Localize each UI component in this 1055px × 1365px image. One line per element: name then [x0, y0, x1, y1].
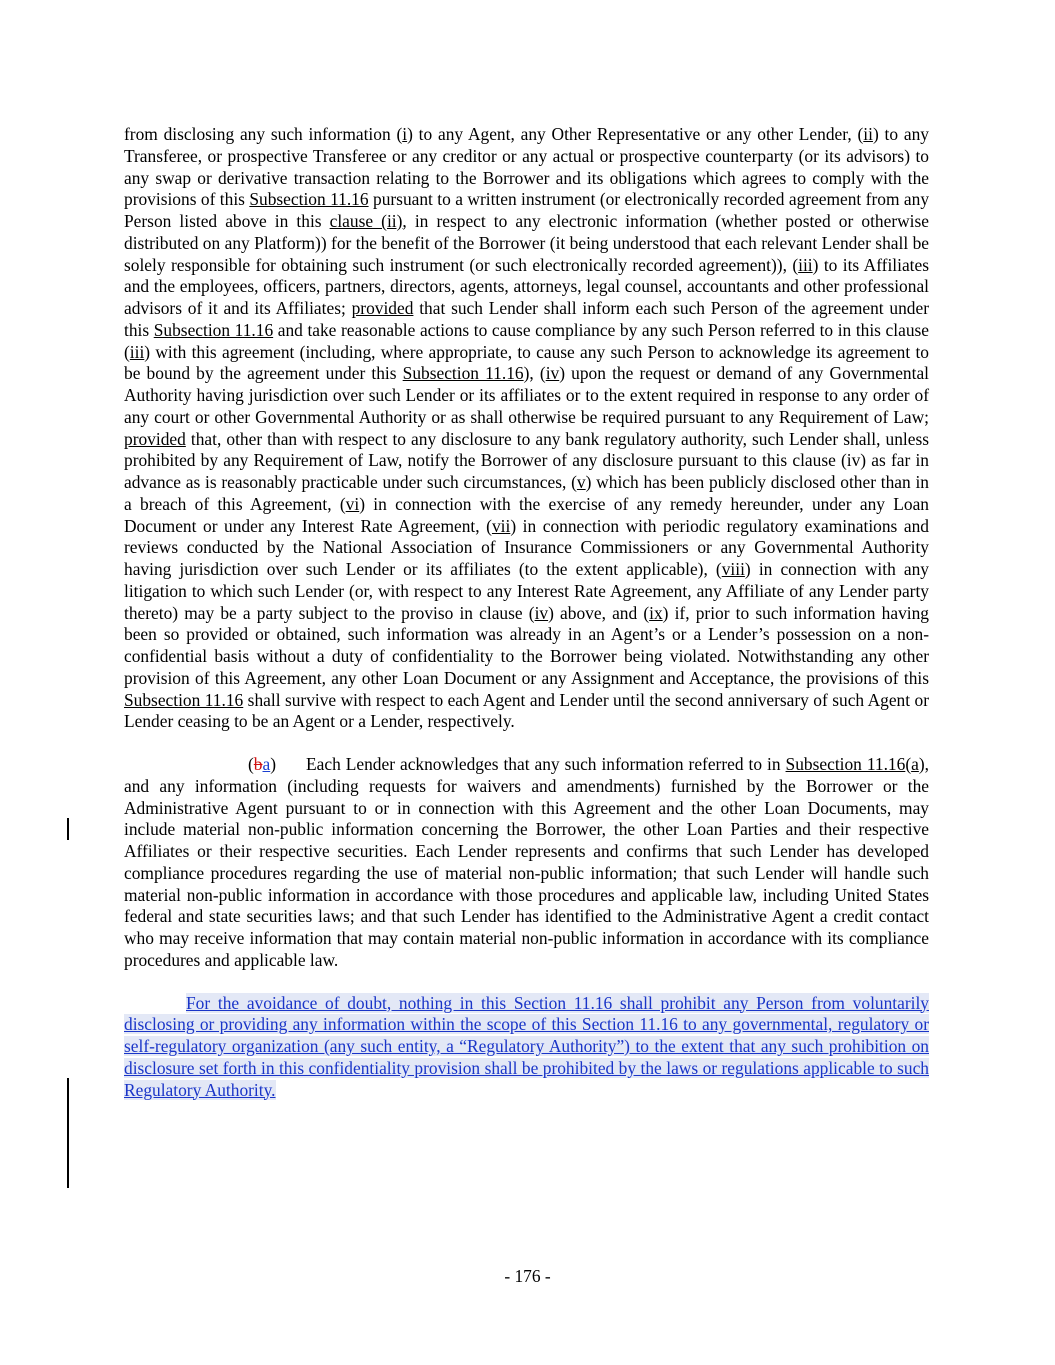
- paragraph-regulatory-authority-insertion: [124, 993, 929, 1102]
- subsection-reference: Subsection 11.16: [249, 189, 369, 210]
- change-bar-paragraph-3: [67, 1078, 69, 1188]
- clause-reference: clause (ii): [329, 211, 403, 231]
- paragraph-confidentiality-exceptions: from disclosing any such information (i) to any Agent, any Other Representative or any other Lender, (ii) to any Transferee, or prospective Transferee or any creditor or any actual or prospective counterparty (or its advisors) to any swap or derivative transaction relating to the Borrower and its obligations which agrees to comply with the provisions of this Subsection 11.16 pursuant to a written instrument (or electronically recorded agreement from any Person listed above in this clause (ii), in respect to any electronic information (whether posted or otherwise distributed on any Platform)) for the benefit of the Borrower (it being understood that each relevant Lender shall be solely responsible for obtaining such instrument (or such electronically recorded agreement)), (iii) to its Affiliates and the employees, officers, partners, directors, agents, attorneys, legal counsel, accountants and other professional advisors of it and its Affiliates; provided that such Lender shall inform each such Person of the agreement under this Subsection 11.16 and take reasonable actions to cause compliance by any such Person referred to in this clause (iii) with this agreement (including, where appropriate, to cause any such Person to acknowledge its agreement to be bound by the agreement under this Subsection 11.16), (iv) upon the request or demand of any Governmental Authority having jurisdiction over such Lender or its affiliates or to the extent required in response to any order of any court or other Governmental Authority or as shall otherwise be required pursuant to any Requirement of Law; provided that, other than with respect to any disclosure to any bank regulatory authority, such Lender shall, unless prohibited by any Requirement of Law, notify the Borrower of any disclosure pursuant to this clause (iv) as far in advance as is reasonably practicable under such circumstances, (v) which has been publicly disclosed other than in a breach of this Agreement, (vi) in connection with the exercise of any remedy hereunder, under any Loan Document or under any Interest Rate Agreement, (vii) in connection with periodic regulatory examinations and reviews conducted by the National Association of Insurance Commissioners or any Governmental Authority having jurisdiction over such Lender or its affiliates (to the extent applicable), (viii) in connection with any litigation to which such Lender (or, with respect to any Interest Rate Agreement, any Affiliate of any Lender party thereto) may be a party subject to the proviso in clause (iv) above, and (ix) if, prior to such information having been so provided or obtained, such information was already in an Agent’s or a Lender’s possession on a non-confidential basis without a duty of confidentiality to the Borrower being violated. Notwithstanding any other provision of this Agreement, any other Loan Document or any Assignment and Acceptance, the provisions of this Subsection 11.16 shall survive with respect to each Agent and Lender until the second anniversary of such Agent or Lender ceasing to be an Agent or a Lender, respectively.: [124, 124, 930, 732]
- tracked-insertion: a: [262, 754, 271, 774]
- subsection-reference: Subsection 11.16: [785, 754, 906, 774]
- change-bar-paragraph-2: [67, 818, 69, 840]
- paragraph-material-nonpublic-information: (ba) Each Lender acknowledges that any such information referred to in Subsection 11.16(a), and any information (including requests for waivers and amendments) furnished by the Borrower or the Administrative Agent pursuant to or in connection with this Agreement and the other Loan Documents, may include material non-public information concerning the Borrower, the other Loan Parties and their respective Affiliates or their respective securities. Each Lender represents and confirms that such Lender has developed compliance procedures regarding the use of material non-public information; that such Lender will handle such material non-public information in accordance with those procedures and applicable law, including United States federal and state securities laws; and that such Lender has identified to the Administrative Agent a credit contact who may receive information that may contain material non-public information in accordance with its compliance procedures and applicable law.: [124, 754, 929, 970]
- subsection-reference: Subsection 11.16: [402, 363, 524, 384]
- tracked-insertion: For the avoidance of doubt, nothing in this Section 11.16 shall prohibit any Person from voluntarily disclosing or providing any information within the scope of this Section 11.16 to any governmental, regulatory or self-regulatory organization (any such entity, a “Regulatory Authority”) to the extent that any such prohibition on disclosure set forth in this confidentiality provision shall be prohibited by the laws or regulations applicable to such Regulatory Authority.: [124, 992, 929, 1100]
- document-page: [124, 124, 929, 1101]
- subsection-reference: Subsection 11.16: [124, 689, 244, 710]
- page-number: - 176 -: [504, 1266, 551, 1286]
- tracked-deletion: b: [253, 754, 263, 774]
- subsection-reference: Subsection 11.16: [153, 319, 274, 340]
